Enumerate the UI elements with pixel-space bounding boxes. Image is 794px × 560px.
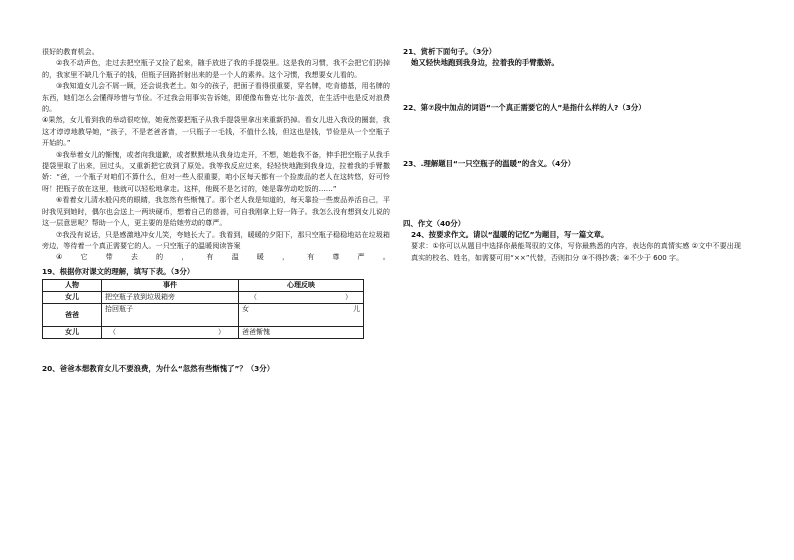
answer-char: ， xyxy=(281,252,290,262)
answer-char: 。 xyxy=(382,252,390,262)
question-20: 20、爸爸本想教育女儿不要浪费，为什么“忽然有些惭愧了”？（3分） xyxy=(42,364,275,374)
table-header-row xyxy=(43,280,364,292)
question-21: 21、赏析下面句子。（3分） xyxy=(403,47,497,56)
passage-paragraph: ⑤我举着女儿的惭愧，或者向我道歉，或者默默地从我身边走开，不想，她趁我不备，伸手把空瓶子从我手提袋里取了出来，回过头，又重新把它放到了原处。我等我反应过来，轻轻快地跑到我身边，拉着我的手臂撒娇：“爸，一个瓶子对咱们不算什么，但对一些人很重要，咱小区每天都有一个捡废品的老人在这转悠，好可怜呀！把瓶子放在这里，他就可以轻松地拿走。这样，他既不是乞讨的，她是靠劳动吃饭的……” xyxy=(42,149,390,193)
passage-paragraph: ②我不动声色，走过去把空瓶子又捡了起来，随手放进了我的手提袋里。这是我的习惯，我不会把它们扔掉的，我家里不缺几个瓶子的钱，但瓶子回路折射出来的是一个人的素养。这个习惯，我想要女儿看的。 xyxy=(42,58,390,79)
passage-paragraph: ⑦我没有说话，只是感激地冲女儿笑，夸她长大了。我看到，暖暖的夕阳下，那只空瓶子稳稳地站在垃圾箱旁边，等待着一个真正需要它的人。一只空瓶子的温暖阅读答案 xyxy=(42,229,390,250)
answer-char: ， xyxy=(181,252,189,262)
header-response: 心理反映 xyxy=(239,280,364,292)
question-21-sentence: 她又轻快地跑到我身边，拉着我的手臂撒娇。 xyxy=(411,58,559,68)
passage-paragraph: ④果然，女儿看到我的举动很吃惊，她竟然要把瓶子从我手提袋里拿出来重新扔掉。看女儿进入我设的圈套，我这才谆谆地教导她，“孩子，不是老爸吝啬，一只瓶子一毛钱，不值什么钱，但这也是钱，节俭是从一个空瓶子开始的。” xyxy=(42,115,390,148)
question-22: 22、第⑦段中加点的词语“一个真正需要它的人”是指什么样的人?（3分） xyxy=(403,102,646,112)
response-char: 儿 xyxy=(353,305,360,314)
answer-char: 有 xyxy=(206,252,214,262)
paren-open: （ xyxy=(250,293,257,302)
question-24: 24、按要求作文。请以“温暖的记忆”为题目，写一篇文章。 xyxy=(411,230,609,240)
table-row xyxy=(43,304,364,327)
answer-char: 的 xyxy=(156,252,164,262)
question-19: 19、根据你对课文的理解，填写下表。（3分） xyxy=(42,266,195,276)
left-column xyxy=(42,46,390,375)
header-person: 人物 xyxy=(43,280,102,292)
question-24-requirements: 要求：①你可以从题目中选择你最能驾驭的文体，写你最熟悉的内容，表达你的真情实感 ②文中不要出现真实的校名、姓名，如需要可用“××”代替，否则扣分 ③不得抄袭；④不少于 600 字。 xyxy=(411,241,741,262)
cell-response[interactable] xyxy=(239,292,364,304)
answer-line-q18 xyxy=(42,251,390,262)
answer-char: ④ xyxy=(56,252,63,262)
answer-table xyxy=(42,279,364,339)
reading-passage xyxy=(42,46,390,251)
cell-event[interactable] xyxy=(102,327,239,339)
answer-char: 有 xyxy=(307,252,315,262)
cell-event: 拾回瓶子 xyxy=(102,304,239,327)
paren-close: ） xyxy=(218,328,225,337)
right-column xyxy=(403,46,753,263)
answer-char: 带 xyxy=(105,252,113,262)
cell-person: 爸爸 xyxy=(43,304,102,327)
paren-open: （ xyxy=(109,328,116,337)
section-composition: 四、作文（40分） xyxy=(403,218,466,228)
answer-char: 尊 xyxy=(332,252,340,262)
cell-response: 爸爸惭愧 xyxy=(239,327,364,339)
cell-person: 女儿 xyxy=(43,292,102,304)
passage-paragraph: ⑥看着女儿清水般闪亮的眼睛，我忽然有些惭愧了。那个老人我是知道的，每天靠捡一些废品养活自己，平时我见到她时，偶尔也会送上一两块硬币，想着自己的慈善，可自我刚拿上好一阵子。我怎么没有想到女儿说的这一层意思呢？帮助一个人，更主要的是给她劳动的尊严。 xyxy=(42,195,390,228)
answer-char: 它 xyxy=(80,252,88,262)
table-row xyxy=(43,327,364,339)
answer-char: 去 xyxy=(130,252,138,262)
passage-paragraph: ③我知道女儿会不屑一顾，还会说我老土。如今的孩子，把面子看得很重要，穿名牌，吃肯德基，用名牌的东西，她们怎么会懂得珍惜与节俭。不过我会用事实告诉她，即便像布鲁克·比尔·盖茨，在生活中也是反对浪费的。 xyxy=(42,81,390,114)
cell-person: 女儿 xyxy=(43,327,102,339)
answer-char: 温 xyxy=(231,252,239,262)
header-event: 事件 xyxy=(102,280,239,292)
cell-event: 把空瓶子放到垃圾箱旁 xyxy=(102,292,239,304)
table-row xyxy=(43,292,364,304)
response-char: 女 xyxy=(242,305,249,314)
paren-close: ） xyxy=(345,293,352,302)
question-23: 23、.理解题目“一只空瓶子的温暖”的含义。（4分） xyxy=(403,159,576,169)
cell-response[interactable] xyxy=(239,304,364,327)
answer-char: 严 xyxy=(357,252,365,262)
passage-paragraph: 很好的教育机会。 xyxy=(42,47,99,56)
answer-char: 暖 xyxy=(256,252,264,262)
